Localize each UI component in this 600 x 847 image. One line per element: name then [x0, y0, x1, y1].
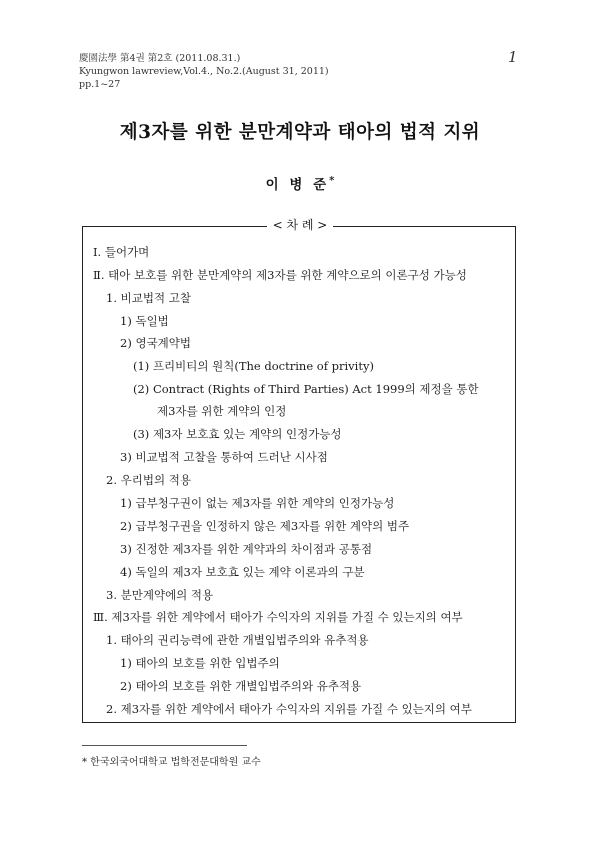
toc-item: Ⅰ. 들어가며: [93, 245, 150, 259]
journal-header: [79, 52, 329, 91]
author-footnote-mark: *: [329, 175, 335, 187]
toc-item: (1) 프리비티의 원칙(The doctrine of privity): [133, 359, 374, 373]
toc-item: (2) Contract (Rights of Third Parties) Act 1999의 제정을 통한: [133, 382, 479, 396]
toc-item: 1) 급부청구권이 없는 제3자를 위한 계약의 인정가능성: [120, 496, 395, 510]
author-name: 이 병 준: [265, 177, 330, 193]
toc-item: 1) 독일법: [120, 314, 169, 328]
toc-item: 2) 태아의 보호를 위한 개별입법주의와 유추적용: [120, 679, 362, 693]
article-title: 제3자를 위한 분만계약과 태아의 법적 지위: [119, 122, 481, 143]
toc-item: 3) 진정한 제3자를 위한 계약과의 차이점과 공통점: [120, 542, 373, 556]
toc-item: 2) 급부청구권을 인정하지 않은 제3자를 위한 계약의 범주: [120, 519, 410, 533]
author: [0, 173, 600, 193]
toc-item: 4) 독일의 제3자 보호효 있는 계약 이론과의 구분: [120, 565, 365, 579]
toc-item: 1. 비교법적 고찰: [106, 291, 191, 305]
toc-item: Ⅱ. 태아 보호를 위한 분만계약의 제3자를 위한 계약으로의 이론구성 가능성: [93, 268, 467, 282]
footnote-divider: [82, 745, 247, 746]
author-footnote: * 한국외국어대학교 법학전문대학원 교수: [82, 757, 261, 768]
toc-item: 2. 우리법의 적용: [106, 473, 191, 487]
journal-citation-english: Kyungwon lawreview,Vol.4., No.2.(August 31, 2011): [79, 66, 329, 77]
journal-citation-korean: 慶園法學 第4권 第2호 (2011.08.31.): [79, 53, 241, 64]
page-range: pp.1~27: [79, 79, 121, 90]
toc-item: 2) 영국계약법: [120, 336, 192, 350]
toc-item: 1) 태아의 보호를 위한 입법주의: [120, 656, 280, 670]
toc-item: 제3자를 위한 계약의 인정: [157, 404, 287, 418]
toc-heading: < 차 례 >: [0, 216, 600, 233]
toc-item: 2. 제3자를 위한 계약에서 태아가 수익자의 지위를 가질 수 있는지의 여부: [106, 702, 472, 716]
toc-item: 1. 태아의 권리능력에 관한 개별입법주의와 유추적용: [106, 633, 369, 647]
toc-item: Ⅲ. 제3자를 위한 계약에서 태아가 수익자의 지위를 가질 수 있는지의 여부: [93, 610, 463, 624]
toc-item: 3) 비교법적 고찰을 통하여 드러난 시사점: [120, 450, 328, 464]
toc-item: 3. 분만계약에의 적용: [106, 588, 214, 602]
page-number: 1: [508, 48, 518, 66]
toc-item: (3) 제3자 보호효 있는 계약의 인정가능성: [133, 427, 342, 441]
